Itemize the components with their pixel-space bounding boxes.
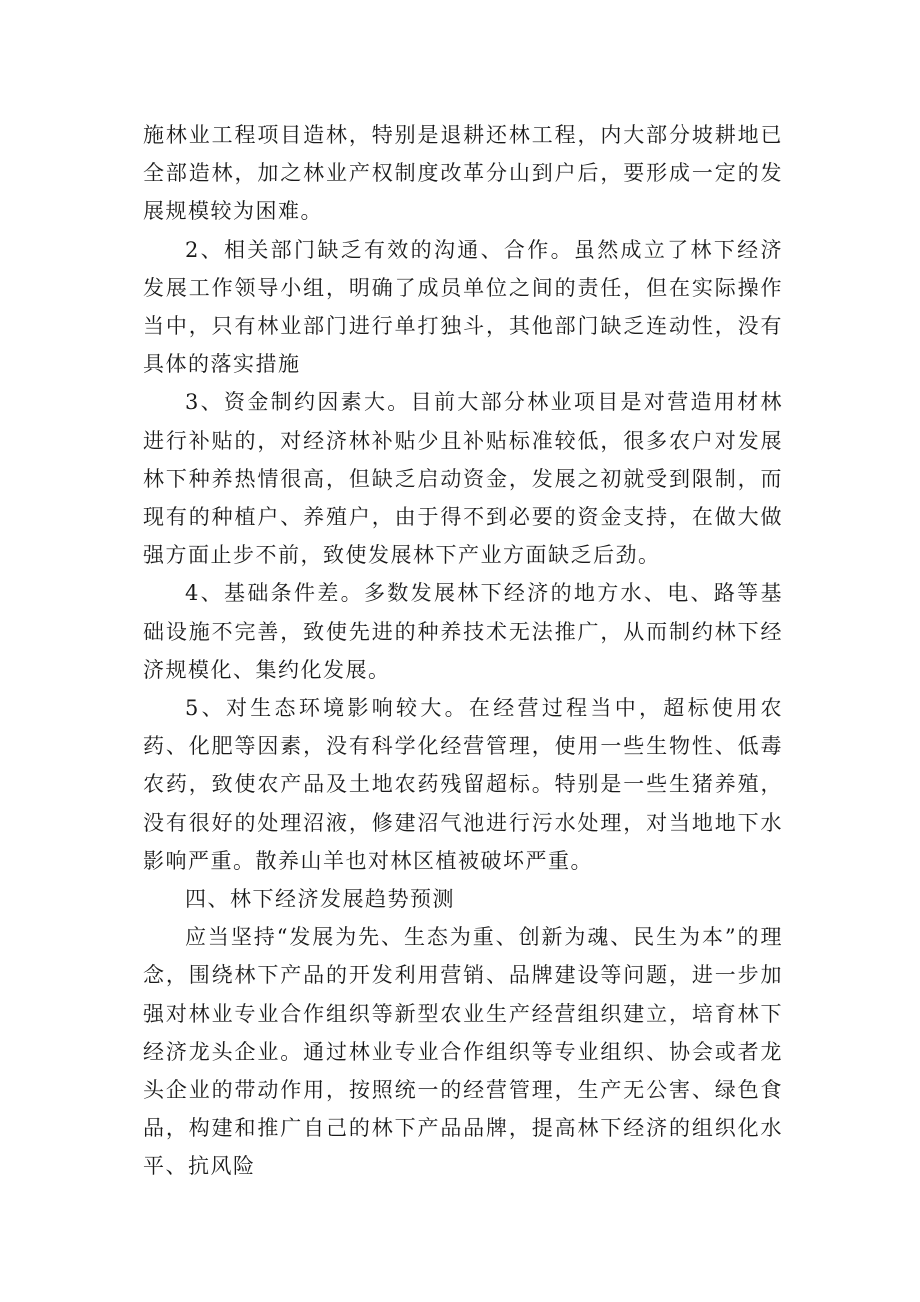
section-heading: 四、林下经济发展趋势预测 bbox=[185, 887, 455, 912]
paragraph-item-5: 5、对生态环境影响较大。在经营过程当中，超标使用农药、化肥等因素，没有科学化经营管理，使用一些生物性、低毒农药，致使农产品及土地农药残留超标。特别是一些生猪养殖，没有很好的处理沼液，修建沼气池进行污水处理，对当地地下水影响严重。散养山羊也对林区植被破坏严重。 bbox=[143, 696, 783, 873]
document-body bbox=[143, 116, 783, 1186]
paragraph-item-2: 2、相关部门缺乏有效的沟通、合作。虽然成立了林下经济发展工作领导小组，明确了成员单位之间的责任，但在实际操作当中，只有林业部门进行单打独斗，其他部门缺乏连动性，没有具体的落实措施 bbox=[143, 237, 783, 377]
paragraph-trend: 应当坚持“发展为先、生态为重、创新为魂、民生为本”的理念，围绕林下产品的开发利用营销、品牌建设等问题，进一步加强对林业专业合作组织等新型农业生产经营组织建立，培育林下经济龙头企业。通过林业专业合作组织等专业组织、协会或者龙头企业的带动作用，按照统一的经营管理，生产无公害、绿色食品，构建和推广自己的林下产品品牌，提高林下经济的组织化水平、抗风险 bbox=[143, 925, 783, 1179]
paragraph-item-3: 3、资金制约因素大。目前大部分林业项目是对营造用材林进行补贴的，对经济林补贴少且补贴标准较低，很多农户对发展林下种养热情很高，但缺乏启动资金，发展之初就受到限制，而现有的种植户、养殖户，由于得不到必要的资金支持，在做大做强方面止步不前，致使发展林下产业方面缺乏后劲。 bbox=[143, 390, 783, 568]
paragraph-continuation: 施林业工程项目造林，特别是退耕还林工程，内大部分坡耕地已全部造林，加之林业产权制度改革分山到户后，要形成一定的发展规模较为困难。 bbox=[143, 123, 783, 224]
paragraph-item-4: 4、基础条件差。多数发展林下经济的地方水、电、路等基础设施不完善，致使先进的种养技术无法推广，从而制约林下经济规模化、集约化发展。 bbox=[143, 581, 783, 682]
